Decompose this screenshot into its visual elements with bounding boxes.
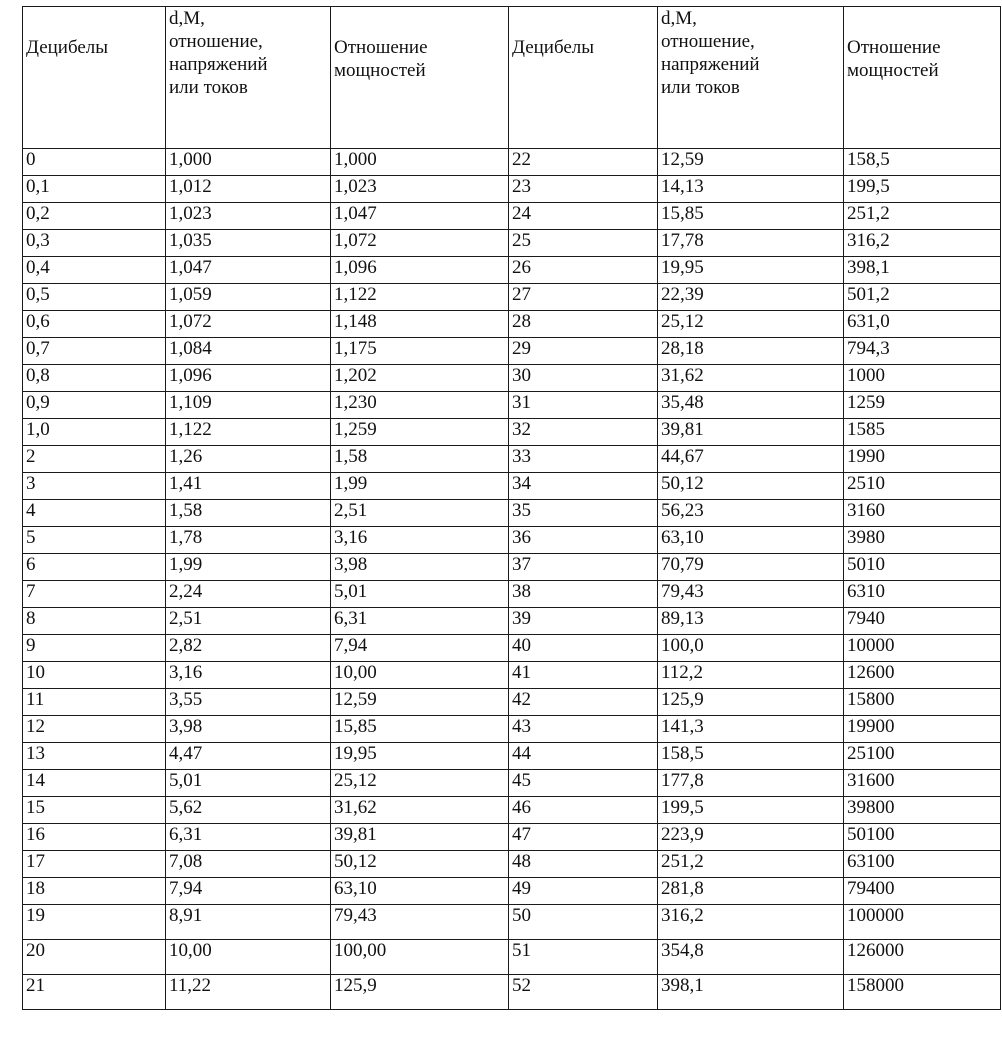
cell-voltage-ratio-right: 50,12 (658, 473, 844, 500)
cell-power-ratio-right: 2510 (844, 473, 1001, 500)
cell-decibels-left: 17 (23, 851, 166, 878)
cell-decibels-right: 42 (509, 689, 658, 716)
table-row (23, 473, 1001, 500)
cell-decibels-left: 15 (23, 797, 166, 824)
cell-decibels-right: 29 (509, 338, 658, 365)
cell-power-ratio-left: 1,122 (331, 284, 509, 311)
cell-voltage-ratio-left: 5,62 (166, 797, 331, 824)
cell-decibels-right: 48 (509, 851, 658, 878)
header-line: Децибелы (512, 37, 595, 58)
cell-decibels-left: 0,3 (23, 230, 166, 257)
cell-power-ratio-right: 6310 (844, 581, 1001, 608)
cell-power-ratio-left: 125,9 (331, 975, 509, 1010)
header-line: или токов (661, 77, 740, 98)
cell-decibels-right: 51 (509, 940, 658, 975)
cell-decibels-right: 35 (509, 500, 658, 527)
cell-voltage-ratio-right: 17,78 (658, 230, 844, 257)
cell-power-ratio-left: 50,12 (331, 851, 509, 878)
cell-decibels-right: 34 (509, 473, 658, 500)
cell-voltage-ratio-right: 35,48 (658, 392, 844, 419)
cell-voltage-ratio-right: 28,18 (658, 338, 844, 365)
cell-power-ratio-right: 63100 (844, 851, 1001, 878)
cell-power-ratio-left: 1,096 (331, 257, 509, 284)
cell-voltage-ratio-right: 63,10 (658, 527, 844, 554)
cell-power-ratio-right: 1259 (844, 392, 1001, 419)
table-row (23, 608, 1001, 635)
cell-power-ratio-left: 5,01 (331, 581, 509, 608)
cell-power-ratio-right: 39800 (844, 797, 1001, 824)
cell-power-ratio-left: 7,94 (331, 635, 509, 662)
cell-voltage-ratio-left: 1,000 (166, 149, 331, 176)
cell-voltage-ratio-left: 3,55 (166, 689, 331, 716)
cell-decibels-left: 12 (23, 716, 166, 743)
table-header (23, 7, 1001, 149)
table-row (23, 975, 1001, 1010)
table-row (23, 635, 1001, 662)
cell-decibels-right: 38 (509, 581, 658, 608)
header-line: мощностей (847, 60, 939, 81)
cell-voltage-ratio-right: 112,2 (658, 662, 844, 689)
cell-power-ratio-left: 15,85 (331, 716, 509, 743)
cell-decibels-right: 40 (509, 635, 658, 662)
cell-decibels-left: 0 (23, 149, 166, 176)
cell-voltage-ratio-left: 1,035 (166, 230, 331, 257)
cell-voltage-ratio-left: 3,98 (166, 716, 331, 743)
cell-voltage-ratio-left: 1,047 (166, 257, 331, 284)
cell-voltage-ratio-left: 1,096 (166, 365, 331, 392)
cell-power-ratio-left: 79,43 (331, 905, 509, 940)
cell-decibels-left: 11 (23, 689, 166, 716)
cell-decibels-right: 22 (509, 149, 658, 176)
cell-power-ratio-left: 1,202 (331, 365, 509, 392)
cell-voltage-ratio-right: 100,0 (658, 635, 844, 662)
cell-decibels-left: 2 (23, 446, 166, 473)
cell-power-ratio-right: 100000 (844, 905, 1001, 940)
cell-voltage-ratio-left: 4,47 (166, 743, 331, 770)
cell-decibels-right: 49 (509, 878, 658, 905)
cell-decibels-right: 31 (509, 392, 658, 419)
cell-voltage-ratio-right: 316,2 (658, 905, 844, 940)
cell-decibels-right: 23 (509, 176, 658, 203)
cell-decibels-right: 24 (509, 203, 658, 230)
table-row (23, 527, 1001, 554)
cell-power-ratio-right: 25100 (844, 743, 1001, 770)
cell-decibels-right: 41 (509, 662, 658, 689)
cell-voltage-ratio-right: 354,8 (658, 940, 844, 975)
cell-voltage-ratio-right: 25,12 (658, 311, 844, 338)
cell-decibels-right: 32 (509, 419, 658, 446)
header-voltage-ratio-left (166, 7, 331, 149)
cell-power-ratio-left: 10,00 (331, 662, 509, 689)
table-row (23, 284, 1001, 311)
cell-power-ratio-right: 5010 (844, 554, 1001, 581)
table-row (23, 581, 1001, 608)
cell-power-ratio-right: 7940 (844, 608, 1001, 635)
cell-decibels-left: 0,7 (23, 338, 166, 365)
table-row (23, 716, 1001, 743)
cell-power-ratio-left: 1,175 (331, 338, 509, 365)
cell-voltage-ratio-left: 1,78 (166, 527, 331, 554)
cell-voltage-ratio-left: 2,24 (166, 581, 331, 608)
cell-power-ratio-left: 3,16 (331, 527, 509, 554)
table-row (23, 851, 1001, 878)
cell-voltage-ratio-right: 19,95 (658, 257, 844, 284)
cell-voltage-ratio-left: 1,58 (166, 500, 331, 527)
table-row (23, 743, 1001, 770)
table-row (23, 500, 1001, 527)
cell-voltage-ratio-left: 1,084 (166, 338, 331, 365)
table-row (23, 554, 1001, 581)
header-line: d,M, (169, 8, 205, 29)
cell-voltage-ratio-right: 22,39 (658, 284, 844, 311)
cell-decibels-right: 33 (509, 446, 658, 473)
cell-power-ratio-right: 1990 (844, 446, 1001, 473)
cell-decibels-right: 43 (509, 716, 658, 743)
cell-decibels-left: 0,5 (23, 284, 166, 311)
cell-power-ratio-left: 6,31 (331, 608, 509, 635)
cell-power-ratio-right: 1000 (844, 365, 1001, 392)
cell-voltage-ratio-left: 5,01 (166, 770, 331, 797)
cell-power-ratio-right: 199,5 (844, 176, 1001, 203)
cell-decibels-right: 26 (509, 257, 658, 284)
cell-decibels-left: 0,9 (23, 392, 166, 419)
header-line: d,M, (661, 8, 697, 29)
cell-voltage-ratio-right: 56,23 (658, 500, 844, 527)
header-line: отношение, (169, 31, 263, 52)
header-row (23, 7, 1001, 149)
cell-decibels-right: 28 (509, 311, 658, 338)
cell-power-ratio-right: 631,0 (844, 311, 1001, 338)
header-line: мощностей (334, 60, 426, 81)
cell-decibels-right: 39 (509, 608, 658, 635)
table-row (23, 392, 1001, 419)
cell-voltage-ratio-left: 8,91 (166, 905, 331, 940)
table-row (23, 257, 1001, 284)
cell-voltage-ratio-left: 2,82 (166, 635, 331, 662)
table-row (23, 311, 1001, 338)
cell-power-ratio-left: 1,99 (331, 473, 509, 500)
table-row (23, 203, 1001, 230)
cell-voltage-ratio-right: 44,67 (658, 446, 844, 473)
table-row (23, 365, 1001, 392)
cell-power-ratio-left: 1,259 (331, 419, 509, 446)
cell-power-ratio-right: 3160 (844, 500, 1001, 527)
cell-decibels-left: 4 (23, 500, 166, 527)
cell-decibels-right: 44 (509, 743, 658, 770)
cell-voltage-ratio-right: 177,8 (658, 770, 844, 797)
cell-voltage-ratio-left: 6,31 (166, 824, 331, 851)
cell-voltage-ratio-left: 1,41 (166, 473, 331, 500)
cell-voltage-ratio-right: 12,59 (658, 149, 844, 176)
cell-power-ratio-left: 1,58 (331, 446, 509, 473)
cell-decibels-right: 52 (509, 975, 658, 1010)
cell-decibels-right: 27 (509, 284, 658, 311)
cell-power-ratio-left: 1,072 (331, 230, 509, 257)
cell-voltage-ratio-right: 251,2 (658, 851, 844, 878)
cell-decibels-left: 0,2 (23, 203, 166, 230)
cell-decibels-right: 36 (509, 527, 658, 554)
cell-power-ratio-left: 39,81 (331, 824, 509, 851)
cell-power-ratio-left: 1,230 (331, 392, 509, 419)
cell-power-ratio-left: 1,000 (331, 149, 509, 176)
table-row (23, 689, 1001, 716)
cell-decibels-right: 45 (509, 770, 658, 797)
cell-power-ratio-left: 63,10 (331, 878, 509, 905)
cell-power-ratio-left: 25,12 (331, 770, 509, 797)
table-row (23, 230, 1001, 257)
cell-power-ratio-right: 3980 (844, 527, 1001, 554)
table-row (23, 338, 1001, 365)
cell-voltage-ratio-right: 223,9 (658, 824, 844, 851)
decibel-conversion-table (22, 6, 1001, 1010)
cell-voltage-ratio-left: 7,08 (166, 851, 331, 878)
cell-power-ratio-left: 1,047 (331, 203, 509, 230)
header-line: Отношение (334, 37, 428, 58)
cell-decibels-left: 0,8 (23, 365, 166, 392)
cell-power-ratio-right: 794,3 (844, 338, 1001, 365)
cell-voltage-ratio-left: 1,059 (166, 284, 331, 311)
header-decibels-right (509, 7, 658, 149)
cell-decibels-left: 18 (23, 878, 166, 905)
cell-voltage-ratio-left: 2,51 (166, 608, 331, 635)
cell-decibels-left: 10 (23, 662, 166, 689)
cell-decibels-left: 5 (23, 527, 166, 554)
cell-voltage-ratio-right: 125,9 (658, 689, 844, 716)
cell-decibels-left: 8 (23, 608, 166, 635)
table-row (23, 149, 1001, 176)
cell-voltage-ratio-left: 3,16 (166, 662, 331, 689)
cell-decibels-left: 7 (23, 581, 166, 608)
cell-power-ratio-right: 1585 (844, 419, 1001, 446)
cell-voltage-ratio-right: 70,79 (658, 554, 844, 581)
cell-power-ratio-right: 50100 (844, 824, 1001, 851)
cell-voltage-ratio-right: 39,81 (658, 419, 844, 446)
cell-voltage-ratio-right: 89,13 (658, 608, 844, 635)
cell-voltage-ratio-left: 11,22 (166, 975, 331, 1010)
header-decibels-left (23, 7, 166, 149)
cell-voltage-ratio-right: 31,62 (658, 365, 844, 392)
cell-power-ratio-left: 2,51 (331, 500, 509, 527)
cell-voltage-ratio-left: 1,122 (166, 419, 331, 446)
cell-decibels-left: 3 (23, 473, 166, 500)
cell-decibels-left: 19 (23, 905, 166, 940)
table-row (23, 770, 1001, 797)
cell-decibels-left: 13 (23, 743, 166, 770)
cell-power-ratio-left: 19,95 (331, 743, 509, 770)
cell-power-ratio-left: 12,59 (331, 689, 509, 716)
table-row (23, 446, 1001, 473)
table-row (23, 905, 1001, 940)
cell-decibels-left: 16 (23, 824, 166, 851)
cell-decibels-right: 30 (509, 365, 658, 392)
cell-voltage-ratio-left: 1,99 (166, 554, 331, 581)
table-row (23, 797, 1001, 824)
cell-decibels-right: 47 (509, 824, 658, 851)
header-line: напряжений (661, 54, 760, 75)
table-row (23, 940, 1001, 975)
table-row (23, 878, 1001, 905)
cell-power-ratio-right: 12600 (844, 662, 1001, 689)
cell-power-ratio-right: 126000 (844, 940, 1001, 975)
cell-power-ratio-right: 31600 (844, 770, 1001, 797)
cell-decibels-right: 25 (509, 230, 658, 257)
table-row (23, 662, 1001, 689)
header-line: напряжений (169, 54, 268, 75)
table-row (23, 176, 1001, 203)
header-power-ratio-right (844, 7, 1001, 149)
cell-power-ratio-left: 31,62 (331, 797, 509, 824)
cell-voltage-ratio-right: 141,3 (658, 716, 844, 743)
cell-voltage-ratio-right: 398,1 (658, 975, 844, 1010)
cell-power-ratio-right: 251,2 (844, 203, 1001, 230)
cell-decibels-left: 6 (23, 554, 166, 581)
cell-decibels-left: 0,1 (23, 176, 166, 203)
cell-power-ratio-right: 158000 (844, 975, 1001, 1010)
cell-power-ratio-right: 158,5 (844, 149, 1001, 176)
cell-decibels-left: 1,0 (23, 419, 166, 446)
cell-decibels-left: 9 (23, 635, 166, 662)
cell-decibels-left: 0,4 (23, 257, 166, 284)
cell-voltage-ratio-left: 1,072 (166, 311, 331, 338)
cell-decibels-right: 46 (509, 797, 658, 824)
cell-decibels-left: 21 (23, 975, 166, 1010)
cell-power-ratio-right: 79400 (844, 878, 1001, 905)
cell-power-ratio-right: 15800 (844, 689, 1001, 716)
cell-voltage-ratio-left: 1,012 (166, 176, 331, 203)
cell-power-ratio-left: 1,023 (331, 176, 509, 203)
cell-power-ratio-right: 10000 (844, 635, 1001, 662)
header-voltage-ratio-right (658, 7, 844, 149)
header-line: Отношение (847, 37, 941, 58)
cell-power-ratio-left: 1,148 (331, 311, 509, 338)
cell-decibels-right: 50 (509, 905, 658, 940)
cell-voltage-ratio-right: 79,43 (658, 581, 844, 608)
header-power-ratio-left (331, 7, 509, 149)
table-body (23, 149, 1001, 1010)
cell-power-ratio-right: 316,2 (844, 230, 1001, 257)
cell-voltage-ratio-right: 158,5 (658, 743, 844, 770)
cell-voltage-ratio-right: 199,5 (658, 797, 844, 824)
cell-voltage-ratio-left: 1,023 (166, 203, 331, 230)
cell-power-ratio-left: 3,98 (331, 554, 509, 581)
header-line: Децибелы (26, 37, 109, 58)
cell-decibels-left: 20 (23, 940, 166, 975)
cell-power-ratio-right: 398,1 (844, 257, 1001, 284)
cell-decibels-left: 0,6 (23, 311, 166, 338)
cell-voltage-ratio-left: 10,00 (166, 940, 331, 975)
cell-power-ratio-right: 19900 (844, 716, 1001, 743)
table-row (23, 824, 1001, 851)
cell-voltage-ratio-left: 1,109 (166, 392, 331, 419)
cell-decibels-left: 14 (23, 770, 166, 797)
cell-voltage-ratio-left: 7,94 (166, 878, 331, 905)
header-line: или токов (169, 77, 248, 98)
cell-voltage-ratio-left: 1,26 (166, 446, 331, 473)
cell-decibels-right: 37 (509, 554, 658, 581)
table-row (23, 419, 1001, 446)
cell-voltage-ratio-right: 15,85 (658, 203, 844, 230)
cell-power-ratio-right: 501,2 (844, 284, 1001, 311)
cell-voltage-ratio-right: 281,8 (658, 878, 844, 905)
cell-power-ratio-left: 100,00 (331, 940, 509, 975)
header-line: отношение, (661, 31, 755, 52)
cell-voltage-ratio-right: 14,13 (658, 176, 844, 203)
